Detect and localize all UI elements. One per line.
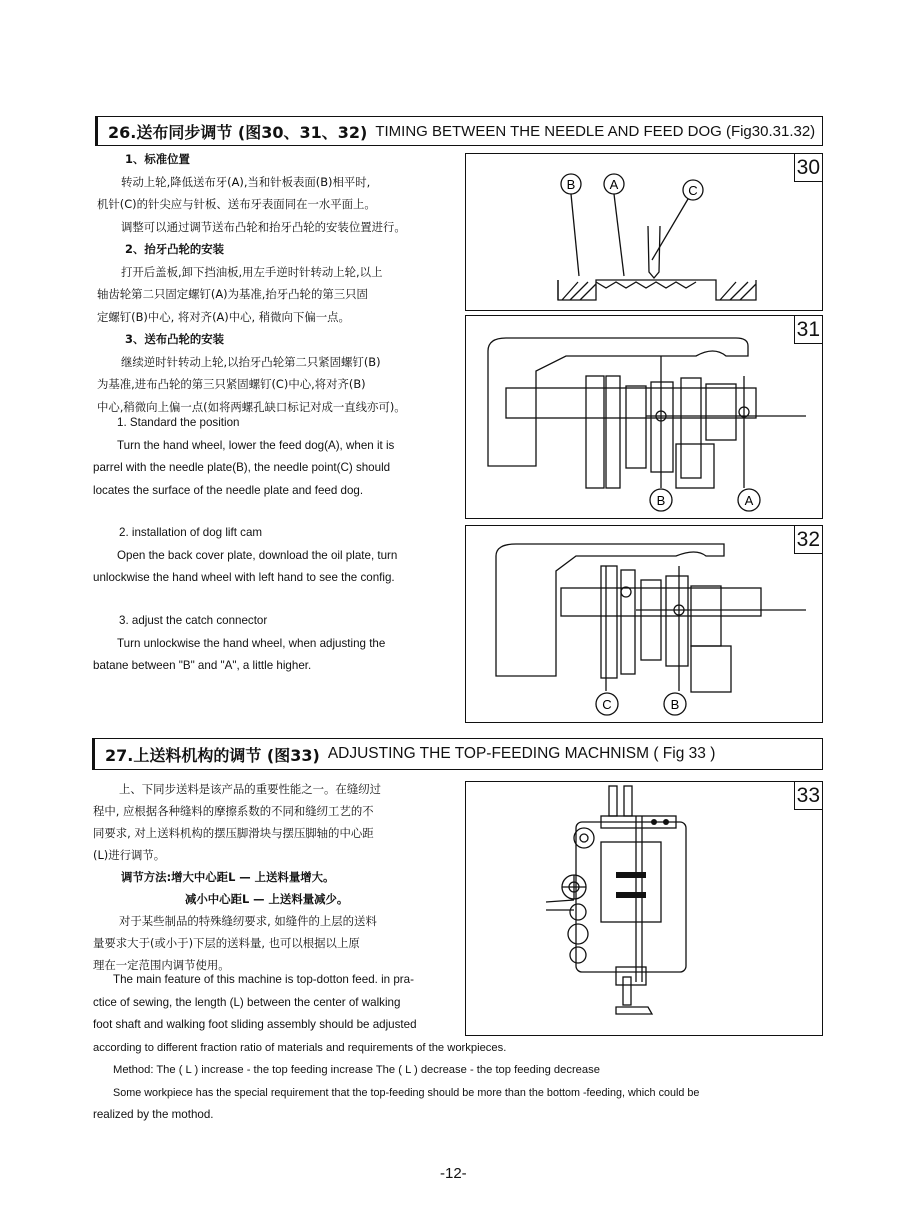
cn-heading-1: 1、标准位置 [125,152,190,166]
label-b: B [566,177,576,192]
label-b: B [670,697,680,712]
section-26-en-3 [93,610,385,678]
cn-line: (L)进行调节。 [93,848,166,862]
en-line: Open the back cover plate, download the oil plate, turn [117,548,398,562]
label-c: C [688,183,698,198]
cn-line: 中心,稍微向上偏一点(如将两螺孔缺口标记对成一直线亦可)。 [97,399,406,414]
section-27-en-text [93,969,699,1127]
section-27-header [92,738,823,770]
label-a: A [744,493,754,508]
figure-32-number: 32 [794,525,823,554]
figure-33-number: 33 [794,781,823,810]
cn-line: 同要求, 对上送料机构的摆压脚滑块与摆压脚轴的中心距 [93,826,374,840]
cn-heading-3: 3、送布凸轮的安装 [125,332,225,346]
cn-method-1: 调节方法:增大中心距L — 上送料量增大。 [121,870,335,884]
cn-line: 程中, 应根据各种缝料的摩擦系数的不同和缝纫工艺的不 [93,804,374,818]
figure-30 [465,153,823,311]
en-heading-2: 2. installation of dog lift cam [119,526,263,539]
en-line: batane between "B" and "A", a little higher. [93,659,312,672]
cn-line: 转动上轮,降低送布牙(A),当和针板表面(B)相平时, [121,174,371,189]
figure-31-number: 31 [794,315,823,344]
section-27-cn-text [93,778,463,976]
cn-line: 量要求大于(或小于)下层的送料量, 也可以根据以上原 [93,936,360,950]
section-26-en-1 [93,412,394,502]
en-line: locates the surface of the needle plate and feed dog. [93,483,364,497]
en-line: The main feature of this machine is top-dotton feed. in pra- [113,973,414,986]
en-line: Turn unlockwise the hand wheel, when adjusting the [117,636,386,650]
cn-line: 打开后盖板,卸下挡油板,用左手逆时针转动上轮,以上 [121,264,383,279]
cam-shaft-diagram-31 [466,316,824,520]
section-26-header [95,116,823,146]
figure-32 [465,525,823,723]
label-b: B [656,493,666,508]
figure-30-number: 30 [794,153,823,182]
feed-dog-diagram [466,154,824,312]
cn-line: 继续逆时针转动上轮,以抬牙凸轮第二只紧固螺钉(B) [121,354,381,369]
cn-line: 理在一定范围内调节使用。 [93,958,230,972]
cam-shaft-diagram-32 [466,526,824,724]
cn-line: 为基准,进布凸轮的第三只紧固螺钉(C)中心,将对齐(B) [97,377,366,391]
section-26-title-en: TIMING BETWEEN THE NEEDLE AND FEED DOG (Fig30.31.32) [375,122,816,140]
figure-31 [465,315,823,519]
cn-heading-2: 2、抬牙凸轮的安装 [125,242,225,256]
cn-line: 定螺钉(B)中心, 将对齐(A)中心, 稍微向下偏一点。 [97,309,350,324]
section-27-title-cn: 27.上送料机构的调节 (图33) [105,745,320,765]
en-line: Some workpiece has the special requirement that the top-feeding should be more than the bottom -feeding, which could be [113,1086,700,1099]
cn-method-2: 减小中心距L — 上送料量减少。 [185,892,349,906]
label-c: C [602,697,612,712]
cn-line: 轴齿轮第二只固定螺钉(A)为基准,抬牙凸轮的第三只固 [97,287,368,301]
cn-line: 机针(C)的针尖应与针板、送布牙表面同在一水平面上。 [97,197,376,211]
page-number: -12- [440,1165,467,1182]
section-26-title-cn: 26.送布同步调节 (图30、31、32) [108,122,368,142]
cn-line: 上、下同步送料是该产品的重要性能之一。在缝纫过 [119,782,381,796]
cn-line: 对于某些制品的特殊缝纫要求, 如缝件的上层的送料 [119,914,377,928]
section-26-en-2 [93,522,397,590]
en-line: foot shaft and walking foot sliding assembly should be adjusted [93,1018,417,1031]
en-method-line: Method: The ( L ) increase - the top feeding increase The ( L ) decrease - the top feeding decrease [113,1064,600,1076]
en-line: unlockwise the hand wheel with left hand to see the config. [93,571,395,584]
en-heading-1: 1. Standard the position [117,416,240,429]
en-heading-3: 3. adjust the catch connector [119,614,268,627]
en-line: according to different fraction ratio of materials and requirements of the workpieces. [93,1041,507,1054]
en-line: Turn the hand wheel, lower the feed dog(A), when it is [117,438,395,452]
section-26-cn-text [97,148,467,418]
label-a: A [609,177,619,192]
en-line: realized by the mothod. [93,1108,214,1121]
en-line: parrel with the needle plate(B), the needle point(C) should [93,461,391,474]
section-27-title-en: ADJUSTING THE TOP-FEEDING MACHNISM ( Fig 33 ) [327,745,716,762]
en-line: ctice of sewing, the length (L) between the center of walking [93,995,401,1009]
cn-line: 调整可以通过调节送布凸轮和抬牙凸轮的安装位置进行。 [121,219,406,234]
